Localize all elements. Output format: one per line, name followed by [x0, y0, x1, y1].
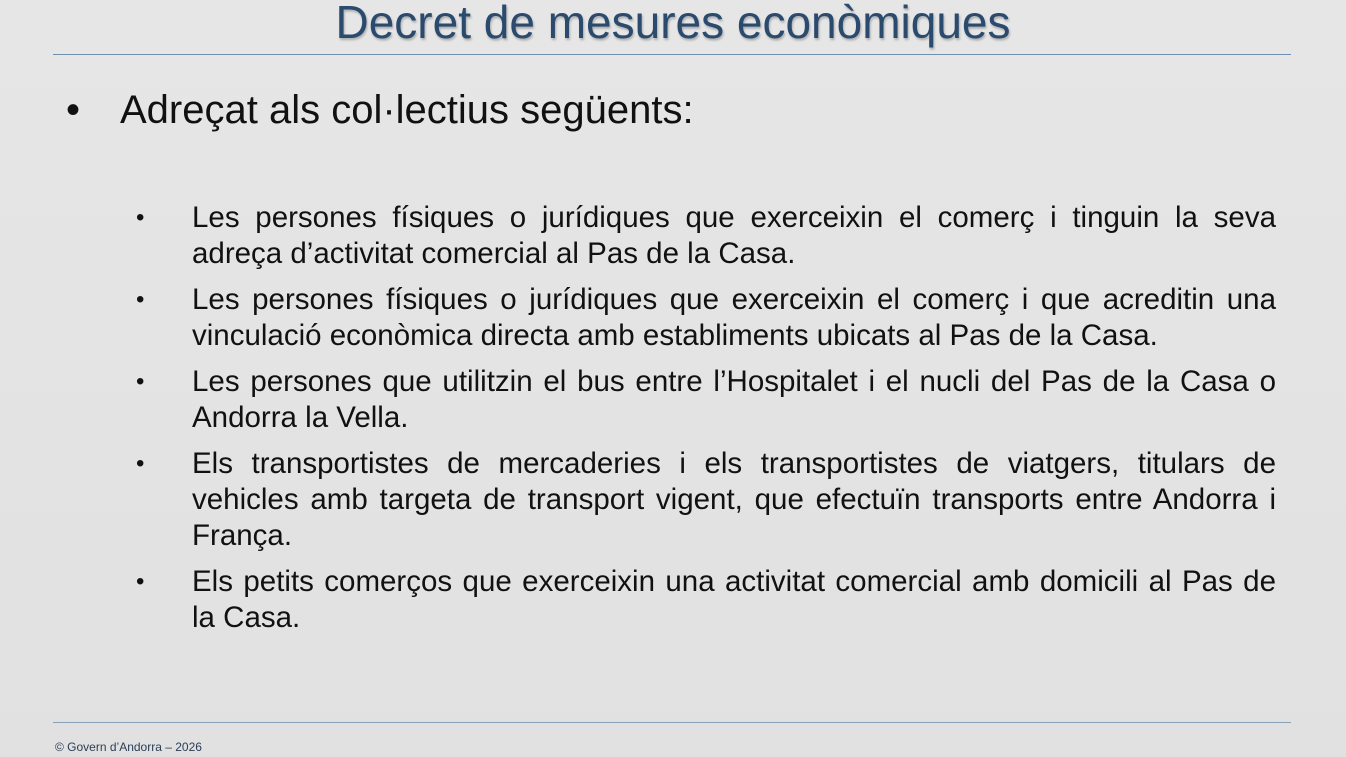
copyright-footer: © Govern d’Andorra – 2026 [55, 740, 202, 754]
sub-bullet-item [130, 446, 1276, 554]
main-bullet-glyph: • [66, 88, 81, 132]
sub-bullet-item [130, 200, 1276, 272]
sub-bullet-glyph: • [136, 568, 145, 595]
sub-bullet-item [130, 564, 1276, 636]
sub-bullet-list [130, 200, 1276, 646]
sub-bullet-item [130, 364, 1276, 436]
sub-bullet-text: Les persones físiques o jurídiques que exerceixin el comerç i tinguin la seva adreça d’activitat comercial al Pas de la Casa. [192, 201, 1276, 270]
sub-bullet-text: Els petits comerços que exerceixin una activitat comercial amb domicili al Pas de la Casa. [192, 565, 1276, 634]
sub-bullet-item [130, 282, 1276, 354]
sub-bullet-text: Els transportistes de mercaderies i els transportistes de viatgers, titulars de vehicles amb targeta de transport vigent, que efectuïn transports entre Andorra i França. [192, 447, 1276, 552]
sub-bullet-glyph: • [136, 368, 145, 395]
sub-bullet-glyph: • [136, 450, 145, 477]
sub-bullet-text: Les persones físiques o jurídiques que exerceixin el comerç i que acreditin una vinculació econòmica directa amb establiments ubicats al Pas de la Casa. [192, 283, 1276, 352]
sub-bullet-glyph: • [136, 286, 145, 313]
sub-bullet-text: Les persones que utilitzin el bus entre l’Hospitalet i el nucli del Pas de la Casa o Andorra la Vella. [192, 365, 1276, 434]
sub-bullet-glyph: • [136, 204, 145, 231]
footer-divider [53, 722, 1291, 723]
title-divider [53, 54, 1291, 55]
slide-title: Decret de mesures econòmiques [335, 0, 1011, 48]
main-bullet-text: Adreçat als col·lectius següents: [120, 88, 694, 132]
